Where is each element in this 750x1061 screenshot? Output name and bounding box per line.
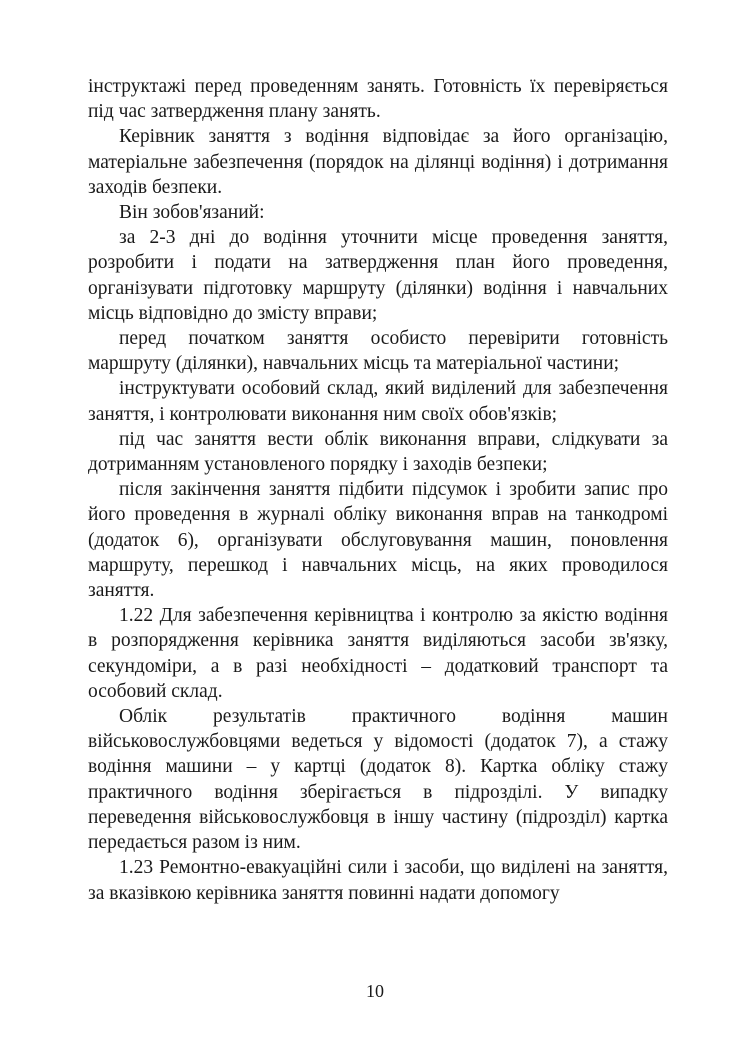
paragraph-obligation-4: під час заняття вести облік виконання вправи, слідкувати за дотриманням установленого порядку і заходів безпеки; [88,428,668,476]
paragraph-obligation-3: інструктувати особовий склад, який виділений для забезпечення заняття, і контролювати виконання ним своїх обов'язків; [88,378,668,425]
paragraph-obligation-1: за 2-3 дні до водіння уточнити місце проведення заняття, розробити і подати на затвердження план його проведення, організувати підготовку маршруту (ділянки) водіння і навчальних місць відповідно до змісту вправи; [88,227,668,324]
paragraph-supervisor-responsibility: Керівник заняття з водіння відповідає за його організацію, матеріальне забезпечення (порядок на ділянці водіння) і дотримання заходів безпеки. [88,126,668,198]
page-number: 10 [366,981,384,1001]
paragraph-obligation-5: після закінчення заняття підбити підсумок і зробити запис про його проведення в журналі обліку виконання вправ на танкодромі (додаток 6), організувати обслуговування машин, поновлення маршруту, перешкод і навчальних місць, на яких проводилося заняття. [88,479,668,602]
paragraph-section-1-23: 1.23 Ремонтно-евакуаційні сили і засоби, що виділені на заняття, за вказівкою керівника заняття повинні надати допомогу [88,857,668,904]
paragraph-section-1-22: 1.22 Для забезпечення керівництва і контролю за якістю водіння в розпорядження керівника заняття виділяються засоби зв'язку, секундоміри, а в разі необхідності – додатковий транспорт та особовий склад. [88,605,668,702]
paragraph-continuation: інструктажі перед проведенням занять. Готовність їх перевіряється під час затвердження плану занять. [88,76,668,123]
paragraph-obligation-2: перед початком заняття особисто перевірити готовність маршруту (ділянки), навчальних місць та матеріальної частини; [88,328,668,375]
document-page [88,74,668,906]
paragraph-driving-record: Облік результатів практичного водіння машин військовослужбовцями ведеться у відомості (додаток 7), а стажу водіння машини – у картці (додаток 8). Картка обліку стажу практичного водіння зберігається в підрозділі. У випадку переведення військовослужбовця в іншу частину (підрозділ) картка передається разом із ним. [88,706,668,854]
paragraph-obligations-heading: Він зобов'язаний: [119,202,265,224]
